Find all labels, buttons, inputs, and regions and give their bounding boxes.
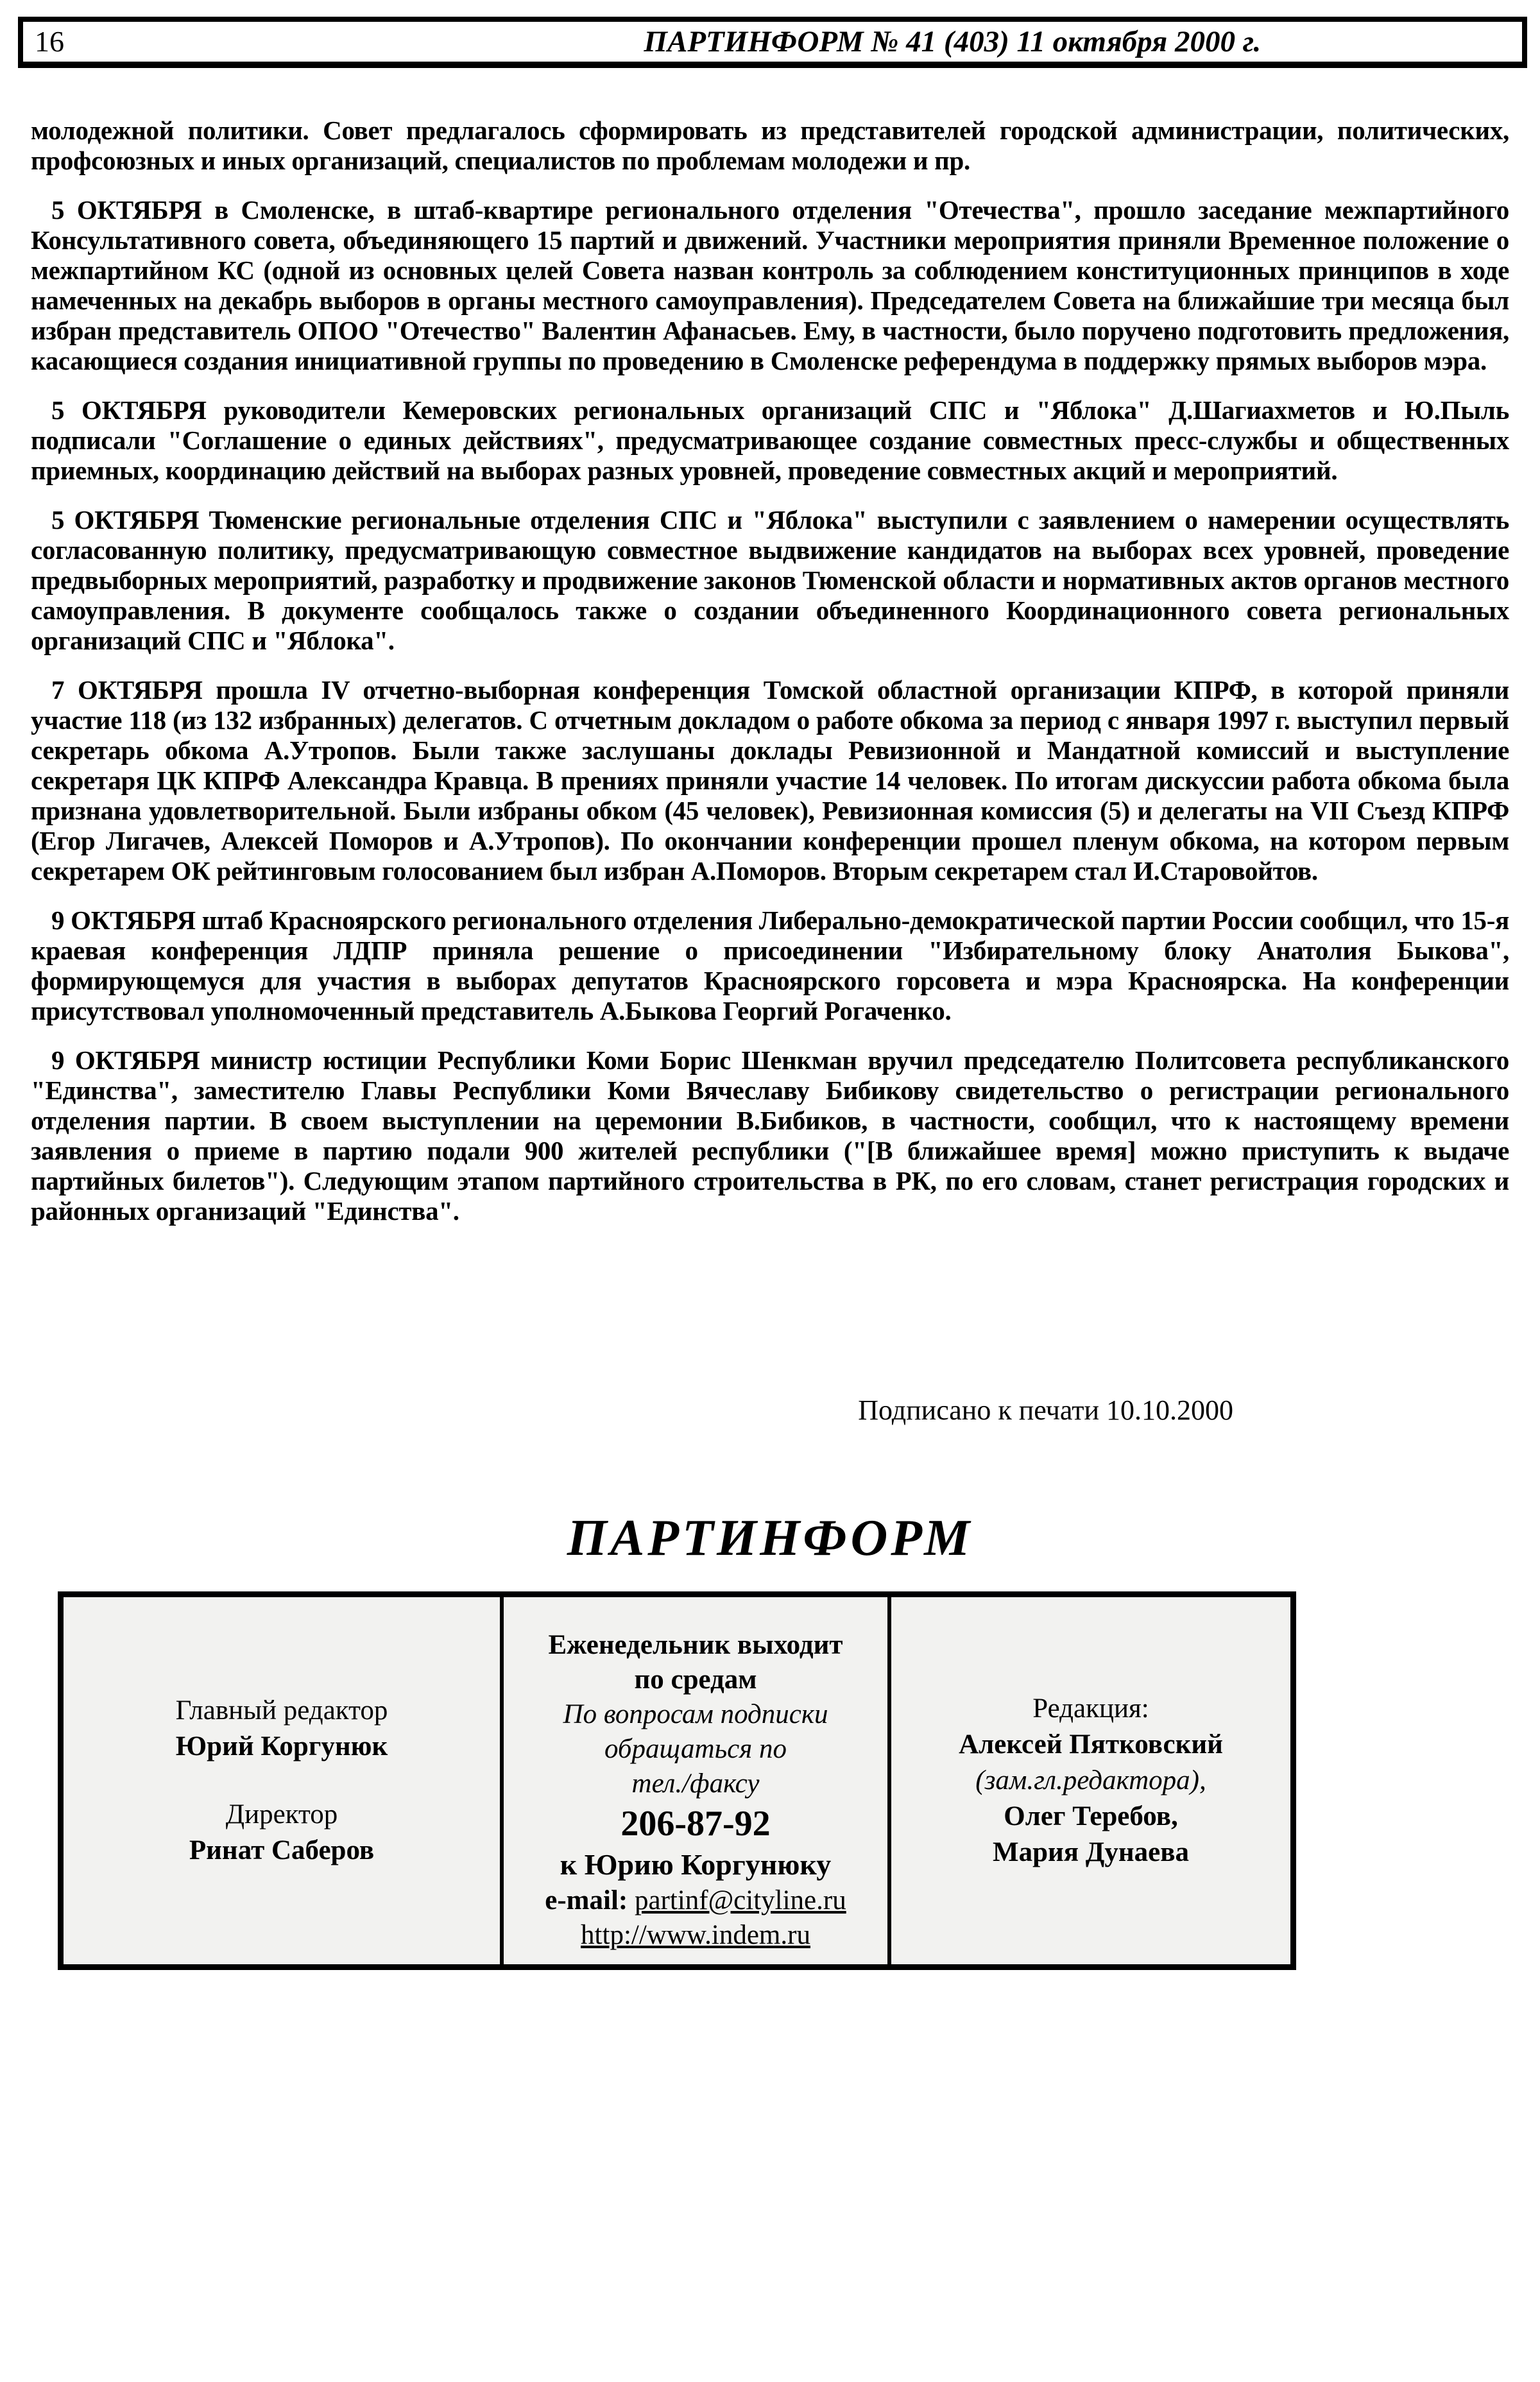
editorial-box [58,1591,1296,1970]
subscription-line: обращаться по [604,1734,787,1764]
news-paragraph: 5 ОКТЯБРЯ в Смоленске, в штаб-квартире регионального отделения "Отечества", прошло заседание межпартийного Консультативного совета, объединяющего 15 партий и движений. Участники мероприятия приняли Временное положение о межпартийном КС (одной из основных целей Совета назван контроль за соблюдением конституционных принципов в ходе намеченных на декабрь выборов в органы местного самоуправления). Председателем Совета на ближайшие три месяца был избран представитель ОПОО "Отечество" Валентин Афанасьев. Ему, в частности, было поручено подготовить предложения, касающиеся создания инициативной группы по проведению в Смоленске референдума в поддержку прямых выборов мэра. [31,195,1509,375]
email-line [545,1883,846,1918]
director-role: Директор [225,1799,338,1829]
contact-person: к Юрию Коргунюку [560,1848,832,1881]
news-paragraph: 5 ОКТЯБРЯ Тюменские региональные отделения СПС и "Яблока" выступили с заявлением о намерении осуществлять согласованную политику, предусматривающую совместное выдвижение кандидатов на выборах всех уровней, проведение предвыборных мероприятий, разработку и продвижение законов Тюменской области и нормативных актов органов местного самоуправления. В документе сообщалось также о создании объединенного Координационного совета региональных организаций СПС и "Яблока". [31,505,1509,655]
email-link[interactable]: partinf@cityline.ru [634,1885,846,1915]
chief-editor-name: Юрий Коргунюк [175,1731,388,1761]
website-line [581,1918,810,1953]
editor-name: Алексей Пятковский [959,1729,1223,1760]
email-label: e-mail: [545,1885,628,1915]
news-paragraph: 9 ОКТЯБРЯ министр юстиции Республики Коми Борис Шенкман вручил председателю Политсовета республиканского "Единства", заместителю Главы Республики Коми Вячеславу Бибикову свидетельство о регистрации регионального отделения партии. В своем выступлении на церемонии В.Бибиков, в частности, сообщил, что к настоящему времени заявления о приеме в партию подали 900 жителей республики ("[В ближайшее время] можно приступить к выдаче партийных билетов"). Следующим этапом партийного строительства в РК, по его словам, станет регистрация городских и районных организаций "Единства". [31,1045,1509,1226]
news-paragraph: 9 ОКТЯБРЯ штаб Красноярского регионального отделения Либерально-демократической партии России сообщил, что 15-я краевая конференция ЛДПР приняла решение о присоединении "Избирательному блоку Анатолия Быкова", формирующемуся для участия в выборах депутатов Красноярского горсовета и мэра Красноярска. На конференции присутствовал уполномоченный представитель А.Быкова Георгий Рогаченко. [31,905,1509,1025]
running-head [18,17,1527,68]
editorial-column-contacts [500,1597,891,1964]
schedule-line: по средам [634,1665,757,1695]
subscription-line: тел./факсу [631,1769,760,1799]
director-name: Ринат Саберов [189,1835,375,1865]
editorial-column-editors [891,1597,1290,1964]
editorial-column-staff [64,1597,500,1964]
news-paragraph: молодежной политики. Совет предлагалось сформировать из представителей городской администрации, политических, профсоюзных и иных организаций, специалистов по проблемам молодежи и пр. [31,116,1509,175]
news-body [31,116,1509,1246]
subscription-line: По вопросам подписки [563,1699,828,1729]
page-number: 16 [35,25,64,58]
masthead-title: ПАРТИНФОРМ [567,1510,973,1566]
website-link[interactable]: http://www.indem.ru [581,1920,810,1950]
editor-role: (зам.гл.редактора), [975,1765,1206,1795]
phone-number: 206-87-92 [620,1804,771,1844]
news-paragraph: 7 ОКТЯБРЯ прошла IV отчетно-выборная конференция Томской областной организации КПРФ, в которой приняли участие 118 (из 132 избранных) делегатов. С отчетным докладом о работе обкома за период с января 1997 г. выступил первый секретарь обкома А.Утропов. Были также заслушаны доклады Ревизионной и Мандатной комиссий и выступление секретаря ЦК КПРФ Александра Кравца. В прениях приняли участие 14 человек. По итогам дискуссии работа обкома была признана удовлетворительной. Были избраны обком (45 человек), Ревизионная комиссия (5) и делегаты на VII Съезд КПРФ (Егор Лигачев, Алексей Поморов и А.Утропов). По окончании конференции прошел пленум обкома, на котором первым секретарем ОК рейтинговым голосованием был избран А.Поморов. Вторым секретарем стал И.Старовойтов. [31,675,1509,886]
editor-name: Олег Теребов, [1004,1801,1178,1831]
journal-title: ПАРТИНФОРМ № 41 (403) 11 октября 2000 г. [644,25,1262,58]
editor-name: Мария Дунаева [993,1837,1189,1867]
news-paragraph: 5 ОКТЯБРЯ руководители Кемеровских региональных организаций СПС и "Яблока" Д.Шагиахметов и Ю.Пыль подписали "Соглашение о единых действиях", предусматривающее создание совместных пресс-службы и общественных приемных, координацию действий на выборах разных уровней, проведение совместных акций и мероприятий. [31,395,1509,485]
signed-to-print: Подписано к печати 10.10.2000 [858,1394,1233,1426]
chief-editor-role: Главный редактор [175,1695,388,1726]
editors-label: Редакция: [1032,1693,1149,1724]
schedule-line: Еженедельник выходит [548,1630,843,1660]
